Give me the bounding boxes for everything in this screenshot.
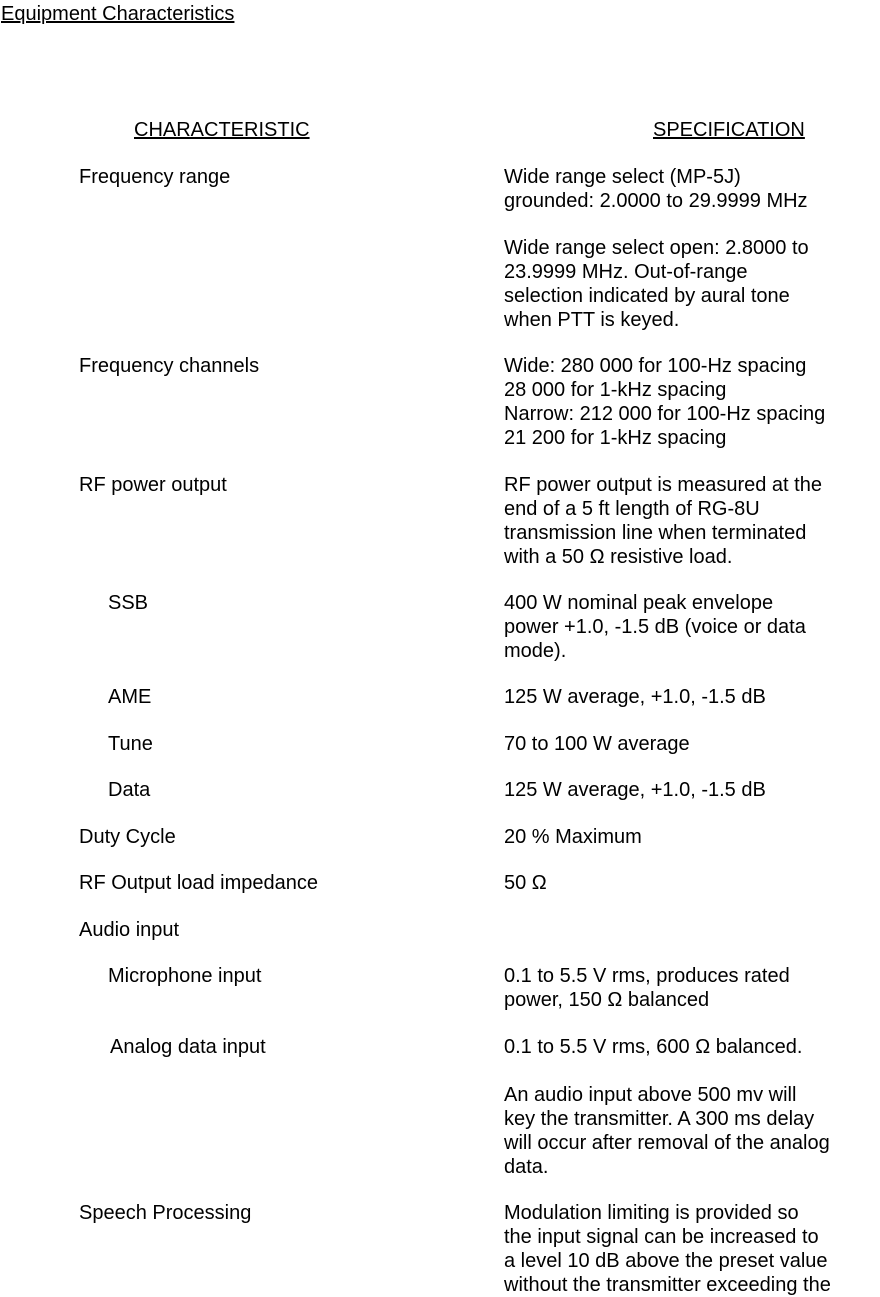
spec-line: with a 50 Ω resistive load. [504, 546, 733, 568]
spec-line: An audio input above 500 mv will [504, 1084, 797, 1106]
page-title: Equipment Characteristics [1, 3, 235, 25]
spec-line: mode). [504, 640, 567, 662]
spec-line: when PTT is keyed. [504, 309, 680, 331]
spec-line: 125 W average, +1.0, -1.5 dB [504, 686, 766, 708]
spec-line: Wide range select (MP-5J) [504, 166, 741, 188]
label-data: Data [108, 779, 151, 801]
spec-line: 20 % Maximum [504, 826, 642, 848]
spec-line: key the transmitter. A 300 ms delay [504, 1108, 815, 1130]
spec-line: power +1.0, -1.5 dB (voice or data [504, 616, 806, 638]
spec-ssb [504, 591, 874, 663]
spec-line: 0.1 to 5.5 V rms, 600 Ω balanced. [504, 1036, 803, 1058]
spec-analog-data-input-1 [504, 1035, 874, 1059]
spec-ame [504, 685, 874, 709]
spec-line: power, 150 Ω balanced [504, 989, 710, 1011]
spec-line: 70 to 100 W average [504, 733, 690, 755]
spec-line: a level 10 dB above the preset value [504, 1250, 828, 1272]
spec-line: 50 Ω [504, 872, 547, 894]
spec-line: 0.1 to 5.5 V rms, produces rated [504, 965, 790, 987]
spec-data [504, 778, 874, 802]
spec-line: data. [504, 1156, 549, 1178]
spec-line: 28 000 for 1-kHz spacing [504, 379, 727, 401]
spec-line: selection indicated by aural tone [504, 285, 790, 307]
spec-frequency-channels [504, 354, 874, 450]
label-ssb: SSB [108, 592, 149, 614]
label-tune: Tune [108, 733, 153, 755]
spec-microphone-input [504, 964, 874, 1012]
spec-line: 400 W nominal peak envelope [504, 592, 774, 614]
spec-line: 21 200 for 1-kHz spacing [504, 427, 727, 449]
spec-line: end of a 5 ft length of RG-8U [504, 498, 760, 520]
spec-speech-processing [504, 1201, 874, 1297]
spec-line: 23.9999 MHz. Out-of-range [504, 261, 748, 283]
spec-line: Wide: 280 000 for 100-Hz spacing [504, 355, 807, 377]
spec-line: 125 W average, +1.0, -1.5 dB [504, 779, 766, 801]
spec-line: without the transmitter exceeding the [504, 1274, 831, 1296]
spec-line: Modulation limiting is provided so [504, 1202, 799, 1224]
spec-frequency-range-1 [504, 165, 874, 213]
label-ame: AME [108, 686, 152, 708]
spec-duty-cycle [504, 825, 874, 849]
spec-rf-output-load-impedance [504, 871, 874, 895]
spec-line: will occur after removal of the analog [504, 1132, 830, 1154]
spec-line: Narrow: 212 000 for 100-Hz spacing [504, 403, 826, 425]
label-duty-cycle: Duty Cycle [79, 826, 176, 848]
label-speech-processing: Speech Processing [79, 1202, 252, 1224]
spec-line: grounded: 2.0000 to 29.9999 MHz [504, 190, 808, 212]
spec-rf-power-output [504, 473, 874, 569]
label-analog-data-input: Analog data input [110, 1036, 266, 1058]
header-characteristic: CHARACTERISTIC [134, 119, 310, 141]
label-microphone-input: Microphone input [108, 965, 262, 987]
spec-line: Wide range select open: 2.8000 to [504, 237, 809, 259]
spec-analog-data-input-2 [504, 1083, 874, 1179]
spec-tune [504, 732, 874, 756]
spec-line: transmission line when terminated [504, 522, 807, 544]
spec-line: RF power output is measured at the [504, 474, 822, 496]
label-frequency-range: Frequency range [79, 166, 231, 188]
spec-frequency-range-2 [504, 236, 874, 332]
header-specification: SPECIFICATION [653, 119, 805, 141]
spec-line: the input signal can be increased to [504, 1226, 819, 1248]
label-rf-output-load-impedance: RF Output load impedance [79, 872, 319, 894]
label-audio-input: Audio input [79, 919, 180, 941]
label-rf-power-output: RF power output [79, 474, 227, 496]
label-frequency-channels: Frequency channels [79, 355, 260, 377]
